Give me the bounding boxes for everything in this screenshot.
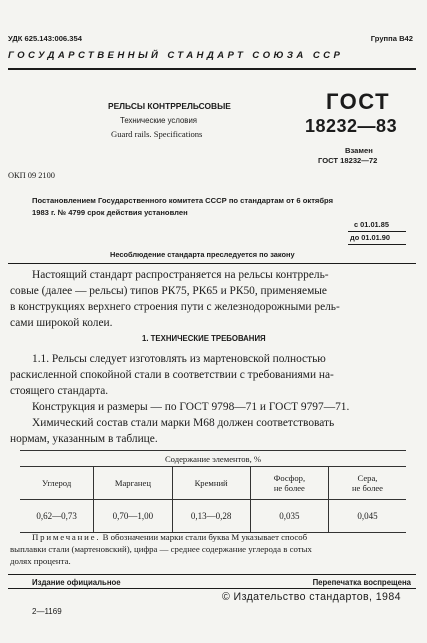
- value-manganese: 0,70—1,00: [94, 500, 172, 533]
- table-group-header-row: [20, 451, 406, 467]
- validity-to: до 01.01.90: [350, 233, 391, 242]
- table-row: [20, 500, 406, 533]
- table-header-row: [20, 467, 406, 500]
- header-silicon: Кремний: [172, 467, 250, 500]
- publisher-copyright: © Издательство стандартов, 1984: [222, 591, 401, 603]
- decree-line-2: 1983 г. № 4799 срок действия установлен: [32, 208, 188, 217]
- design-line: Конструкция и размеры — по ГОСТ 9798—71 и ГОСТ 9797—71.: [32, 401, 350, 413]
- note-line-2: выплавки стали (мартеновский), цифра — среднее содержание углерода в сотых: [10, 544, 312, 554]
- value-phosphorus: 0,035: [250, 500, 328, 533]
- intro-line-3: в конструкциях верхнего строения пути с железнодорожными рель-: [10, 301, 340, 313]
- value-silicon: 0,13—0,28: [172, 500, 250, 533]
- replaces-value: ГОСТ 18232—72: [318, 156, 378, 165]
- legal-warning: Несоблюдение стандарта преследуется по закону: [110, 250, 295, 259]
- replaces-label: Взамен: [345, 146, 373, 155]
- intro-line-1: Настоящий стандарт распространяется на рельсы контррель-: [32, 269, 329, 281]
- value-carbon: 0,62—0,73: [20, 500, 94, 533]
- document-title: РЕЛЬСЫ КОНТРРЕЛЬСОВЫЕ: [108, 101, 231, 111]
- intro-line-4: сами широкой колеи.: [10, 317, 113, 329]
- chem-line-2: нормам, указанным в таблице.: [10, 433, 158, 445]
- p11-line-2: раскисленной спокойной стали в соответствии с требованиями на-: [10, 369, 334, 381]
- header-carbon: Углерод: [20, 467, 94, 500]
- group-header-cell: Содержание элементов, %: [20, 451, 406, 467]
- header-phosphorus: Фосфор, не более: [250, 467, 328, 500]
- group-code: Группа В42: [370, 34, 413, 43]
- note-text-1: В обозначении марки стали буква М указывает способ: [102, 532, 308, 542]
- decree-line-1: Постановлением Государственного комитета СССР по стандартам от 6 октября: [32, 196, 334, 205]
- header-manganese: Марганец: [94, 467, 172, 500]
- intro-line-2: совые (далее — рельсы) типов РК75, РК65 и РК50, применяемые: [10, 285, 327, 297]
- gost-number: 18232—83: [305, 116, 398, 136]
- footer-rule: [8, 574, 416, 575]
- header-rule: [8, 68, 416, 70]
- footer-rule-2: [8, 588, 416, 589]
- validity-underline-1: [348, 231, 406, 232]
- print-run-mark: 2—1169: [32, 607, 62, 616]
- english-title: Guard rails. Specifications: [111, 129, 203, 139]
- header-sulfur: Сера, не более: [328, 467, 406, 500]
- state-standard-banner: ГОСУДАРСТВЕННЫЙ СТАНДАРТ СОЮЗА ССР: [8, 50, 344, 61]
- p11-line-3: стоящего стандарта.: [10, 385, 109, 397]
- document-subtitle: Технические условия: [120, 116, 198, 125]
- value-sulfur: 0,045: [328, 500, 406, 533]
- warning-rule: [8, 263, 416, 264]
- composition-table: [20, 450, 406, 533]
- chem-line-1: Химический состав стали марки М68 должен соответствовать: [32, 417, 335, 429]
- official-edition: Издание официальное: [32, 578, 121, 587]
- section-1-heading: 1. ТЕХНИЧЕСКИЕ ТРЕБОВАНИЯ: [142, 334, 266, 343]
- note-label: Примечание.: [32, 532, 101, 542]
- udk-code: УДК 625.143:006.354: [8, 34, 82, 43]
- note-line-3: долях процента.: [10, 556, 71, 566]
- p11-line-1: 1.1. Рельсы следует изготовлять из мартеновской полностью: [32, 353, 326, 365]
- okp-code: ОКП 09 2100: [8, 171, 55, 180]
- validity-from: с 01.01.85: [354, 220, 389, 229]
- validity-underline-2: [348, 244, 406, 245]
- gost-label: ГОСТ: [326, 89, 391, 114]
- note-line-1: [32, 532, 307, 542]
- reprint-prohibited: Перепечатка воспрещена: [312, 578, 411, 587]
